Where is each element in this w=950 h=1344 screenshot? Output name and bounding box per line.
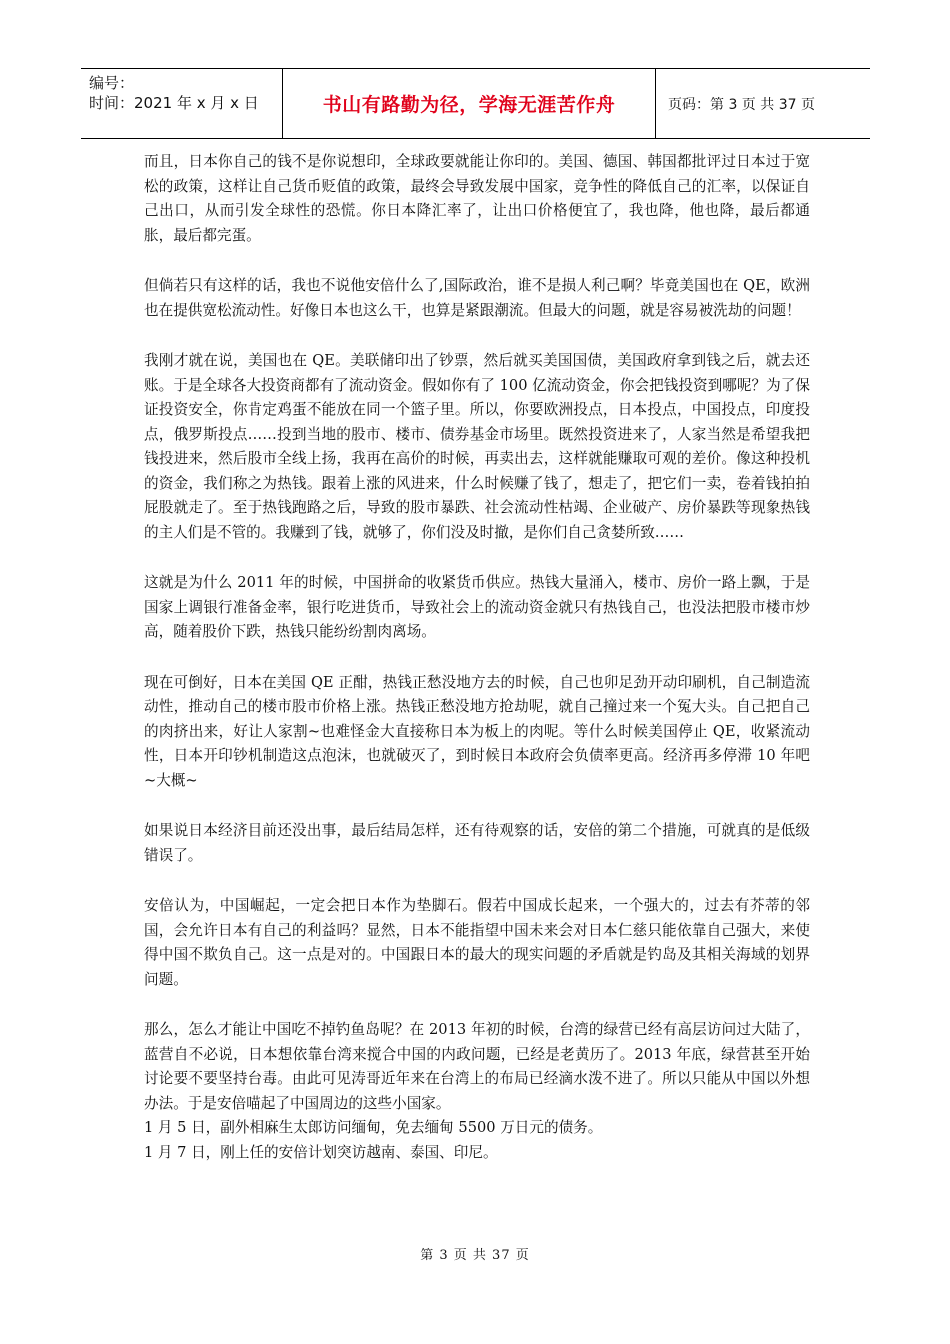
page-header [81, 68, 870, 139]
header-motto: 书山有路勤为径，学海无涯苦作舟 [322, 94, 616, 116]
header-meta [81, 69, 283, 138]
paragraph: 现在可倒好，日本在美国 QE 正酣，热钱正愁没地方去的时候，自己也卯足劲开动印刷机，自己制造流动性，推动自己的楼市股市价格上涨。热钱正愁没地方抢劫呢，就自己撞过来一个冤大头。自己把自己的肉挤出来，好让人家割~也难怪金大直接称日本为板上的肉呢。等什么时候美国停止 QE，收紧流动性，日本开印钞机制造这点泡沫，也就破灭了，到时候日本政府会负债率更高。经济再多停滞 10 年吧~大概~ [144, 673, 810, 789]
document-date: 时间：2021 年 x 月 x 日 [89, 94, 259, 112]
timeline-line: 1 月 5 日，副外相麻生太郎访问缅甸，免去缅甸 5500 万日元的债务。 [144, 1119, 603, 1136]
timeline-line: 1 月 7 日，刚上任的安倍计划突访越南、泰国、印尼。 [144, 1143, 498, 1161]
header-page-info: 页码：第 3 页 共 37 页 [668, 96, 815, 113]
paragraph: 如果说日本经济目前还没出事，最后结局怎样，还有待观察的话，安倍的第二个措施，可就真的是低级错误了。 [144, 822, 810, 864]
paragraph: 而且，日本你自己的钱不是你说想印，全球政要就能让你印的。美国、德国、韩国都批评过日本过于宽松的政策，这样让自己货币贬值的政策，最终会导致发展中国家，竞争性的降低自己的汇率，以保证自己出口，从而引发全球性的恐慌。你日本降汇率了，让出口价格便宜了，我也降，他也降，最后都通胀，最后都完蛋。 [144, 153, 810, 244]
document-number-label: 编号： [89, 74, 135, 92]
paragraph: 那么，怎么才能让中国吃不掉钓鱼岛呢？在 2013 年初的时候，台湾的绿营已经有高层访问过大陆了，蓝营自不必说，日本想依靠台湾来搅合中国的内政问题，已经是老黄历了。2013 年底，绿营甚至开始讨论要不要坚持台毒。由此可见涛哥近年来在台湾上的布局已经滴水泼不进了。所以只能从中国以外想办法。于是安倍喵起了中国周边的这些小国家。 [144, 1021, 810, 1112]
page-footer: 第 3 页 共 37 页 [420, 1248, 530, 1263]
document-body [144, 150, 810, 1165]
paragraph: 但倘若只有这样的话，我也不说他安倍什么了,国际政治，谁不是损人利己啊？毕竟美国也在 QE，欧洲也在提供宽松流动性。好像日本也这么干，也算是紧跟潮流。但最大的问题，就是容易被洗劫的问题！ [144, 277, 810, 319]
paragraph: 安倍认为，中国崛起，一定会把日本作为垫脚石。假若中国成长起来，一个强大的，过去有芥蒂的邻国，会允许日本有自己的利益吗？显然，日本不能指望中国未来会对日本仁慈只能依靠自己强大，来使得中国不欺负自己。这一点是对的。中国跟日本的最大的现实问题的矛盾就是钓岛及其相关海域的划界问题。 [144, 897, 810, 988]
paragraph: 我刚才就在说，美国也在 QE。美联储印出了钞票，然后就买美国国债，美国政府拿到钱之后，就去还账。于是全球各大投资商都有了流动资金。假如你有了 100 亿流动资金，你会把钱投资到哪呢？为了保证投资安全，你肯定鸡蛋不能放在同一个篮子里。所以，你要欧洲投点，日本投点，中国投点，印度投点，俄罗斯投点……投到当地的股市、楼市、债券基金市场里。既然投资进来了，人家当然是希望我把钱投进来，然后股市全线上扬，我再在高价的时候，再卖出去，这样就能赚取可观的差价。像这种投机的资金，我们称之为热钱。跟着上涨的风进来，什么时候赚了钱了，想走了，把它们一卖，卷着钱拍拍屁股就走了。至于热钱跑路之后，导致的股市暴跌、社会流动性枯竭、企业破产、房价暴跌等现象热钱的主人们是不管的。我赚到了钱，就够了，你们没及时撤，是你们自己贪婪所致…… [144, 352, 810, 541]
header-motto-cell [283, 69, 656, 138]
paragraph: 这就是为什么 2011 年的时候，中国拼命的收紧货币供应。热钱大量涌入，楼市、房价一路上飘，于是国家上调银行准备金率，银行吃进货币，导致社会上的流动资金就只有热钱自己，也没法把股市楼市炒高，随着股价下跌，热钱只能纷纷割肉离场。 [144, 574, 810, 640]
